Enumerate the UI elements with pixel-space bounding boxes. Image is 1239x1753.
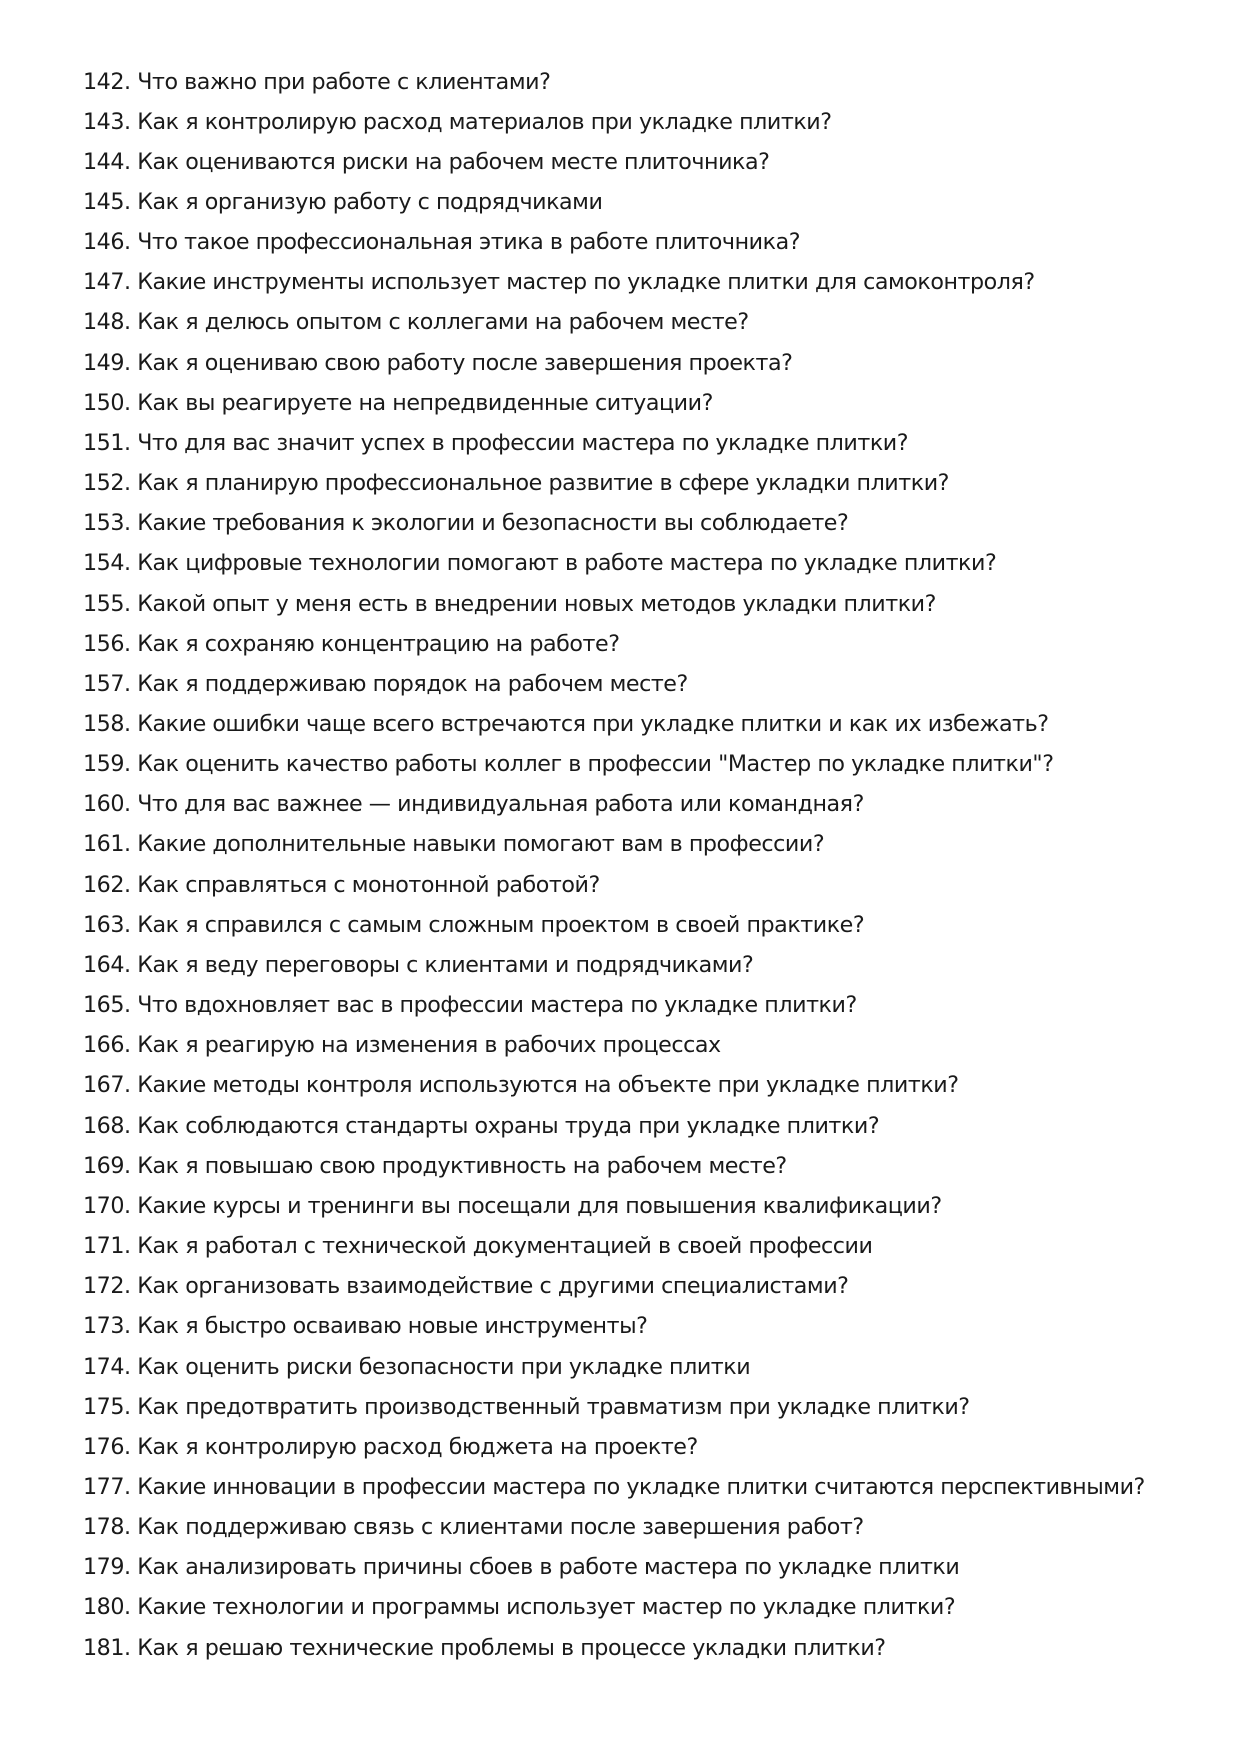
question-item <box>83 503 1203 543</box>
question-text: 180. Какие технологии и программы использует мастер по укладке плитки? <box>83 1594 956 1621</box>
question-text: 160. Что для вас важнее — индивидуальная работа или командная? <box>83 791 864 818</box>
question-text: 169. Как я повышаю свою продуктивность на рабочем месте? <box>83 1152 787 1179</box>
question-item <box>83 624 1203 664</box>
question-item <box>83 142 1203 182</box>
question-text: 157. Как я поддерживаю порядок на рабочем месте? <box>83 670 688 697</box>
question-item <box>83 262 1203 302</box>
question-text: 162. Как справляться с монотонной работой? <box>83 871 600 898</box>
question-item <box>83 1427 1203 1467</box>
question-text: 144. Как оцениваются риски на рабочем месте плиточника? <box>83 148 770 175</box>
question-text: 168. Как соблюдаются стандарты охраны труда при укладке плитки? <box>83 1112 880 1139</box>
question-item <box>83 1387 1203 1427</box>
question-text: 154. Как цифровые технологии помогают в работе мастера по укладке плитки? <box>83 550 997 577</box>
question-text: 149. Как я оцениваю свою работу после завершения проекта? <box>83 349 793 376</box>
question-item <box>83 1065 1203 1105</box>
question-item <box>83 664 1203 704</box>
question-text: 161. Какие дополнительные навыки помогают вам в профессии? <box>83 831 825 858</box>
question-text: 171. Как я работал с технической документацией в своей профессии <box>83 1233 873 1260</box>
question-text: 153. Какие требования к экологии и безопасности вы соблюдаете? <box>83 510 849 537</box>
question-item <box>83 824 1203 864</box>
question-item <box>83 865 1203 905</box>
question-text: 152. Как я планирую профессиональное развитие в сфере укладки плитки? <box>83 470 949 497</box>
question-text: 142. Что важно при работе с клиентами? <box>83 68 551 95</box>
question-item <box>83 744 1203 784</box>
question-item <box>83 945 1203 985</box>
question-text: 172. Как организовать взаимодействие с другими специалистами? <box>83 1273 849 1300</box>
question-text: 143. Как я контролирую расход материалов при укладке плитки? <box>83 108 832 135</box>
question-text: 148. Как я делюсь опытом с коллегами на рабочем месте? <box>83 309 749 336</box>
question-text: 167. Какие методы контроля используются на объекте при укладке плитки? <box>83 1072 959 1099</box>
question-item <box>83 1628 1203 1668</box>
question-item <box>83 584 1203 624</box>
question-item <box>83 343 1203 383</box>
question-item <box>83 1587 1203 1627</box>
question-text: 150. Как вы реагируете на непредвиденные ситуации? <box>83 389 713 416</box>
question-item <box>83 1467 1203 1507</box>
question-text: 158. Какие ошибки чаще всего встречаются при укладке плитки и как их избежать? <box>83 711 1049 737</box>
question-item <box>83 1507 1203 1547</box>
question-item <box>83 1186 1203 1226</box>
question-item <box>83 423 1203 463</box>
question-item <box>83 1306 1203 1346</box>
question-text: 166. Как я реагирую на изменения в рабочих процессах <box>83 1032 721 1059</box>
question-item <box>83 543 1203 583</box>
question-text: 147. Какие инструменты использует мастер по укладке плитки для самоконтроля? <box>83 269 1035 296</box>
question-text: 174. Как оценить риски безопасности при укладке плитки <box>83 1353 751 1380</box>
question-text: 178. Как поддерживаю связь с клиентами после завершения работ? <box>83 1514 864 1541</box>
question-item <box>83 62 1203 102</box>
question-item <box>83 383 1203 423</box>
question-text: 177. Какие инновации в профессии мастера по укладке плитки считаются перспективными? <box>83 1473 1145 1500</box>
question-text: 176. Как я контролирую расход бюджета на проекте? <box>83 1433 698 1460</box>
question-text: 159. Как оценить качество работы коллег в профессии "Мастер по укладке плитки"? <box>83 751 1054 778</box>
question-item <box>83 1266 1203 1306</box>
question-text: 165. Что вдохновляет вас в профессии мастера по укладке плитки? <box>83 992 857 1019</box>
question-item <box>83 1547 1203 1587</box>
question-text: 170. Какие курсы и тренинги вы посещали для повышения квалификации? <box>83 1192 942 1219</box>
question-item <box>83 1106 1203 1146</box>
question-item <box>83 222 1203 262</box>
question-text: 155. Какой опыт у меня есть в внедрении новых методов укладки плитки? <box>83 590 936 617</box>
question-item <box>83 1347 1203 1387</box>
question-item <box>83 463 1203 503</box>
question-item <box>83 1146 1203 1186</box>
question-item <box>83 1226 1203 1266</box>
question-item <box>83 182 1203 222</box>
question-item <box>83 985 1203 1025</box>
question-text: 179. Как анализировать причины сбоев в работе мастера по укладке плитки <box>83 1554 960 1581</box>
question-text: 151. Что для вас значит успех в профессии мастера по укладке плитки? <box>83 429 909 456</box>
question-item <box>83 102 1203 142</box>
question-item <box>83 1025 1203 1065</box>
question-text: 175. Как предотвратить производственный травматизм при укладке плитки? <box>83 1393 970 1420</box>
question-list <box>83 62 1203 1668</box>
question-text: 163. Как я справился с самым сложным проектом в своей практике? <box>83 911 865 938</box>
question-item <box>83 784 1203 824</box>
question-item <box>83 302 1203 342</box>
question-text: 146. Что такое профессиональная этика в работе плиточника? <box>83 229 801 256</box>
question-text: 156. Как я сохраняю концентрацию на работе? <box>83 630 620 657</box>
question-text: 145. Как я организую работу с подрядчиками <box>83 188 603 215</box>
question-text: 173. Как я быстро осваиваю новые инструменты? <box>83 1313 648 1340</box>
question-text: 164. Как я веду переговоры с клиентами и подрядчиками? <box>83 951 754 978</box>
question-text: 181. Как я решаю технические проблемы в процессе укладки плитки? <box>83 1634 886 1661</box>
question-item <box>83 704 1203 744</box>
question-item <box>83 905 1203 945</box>
